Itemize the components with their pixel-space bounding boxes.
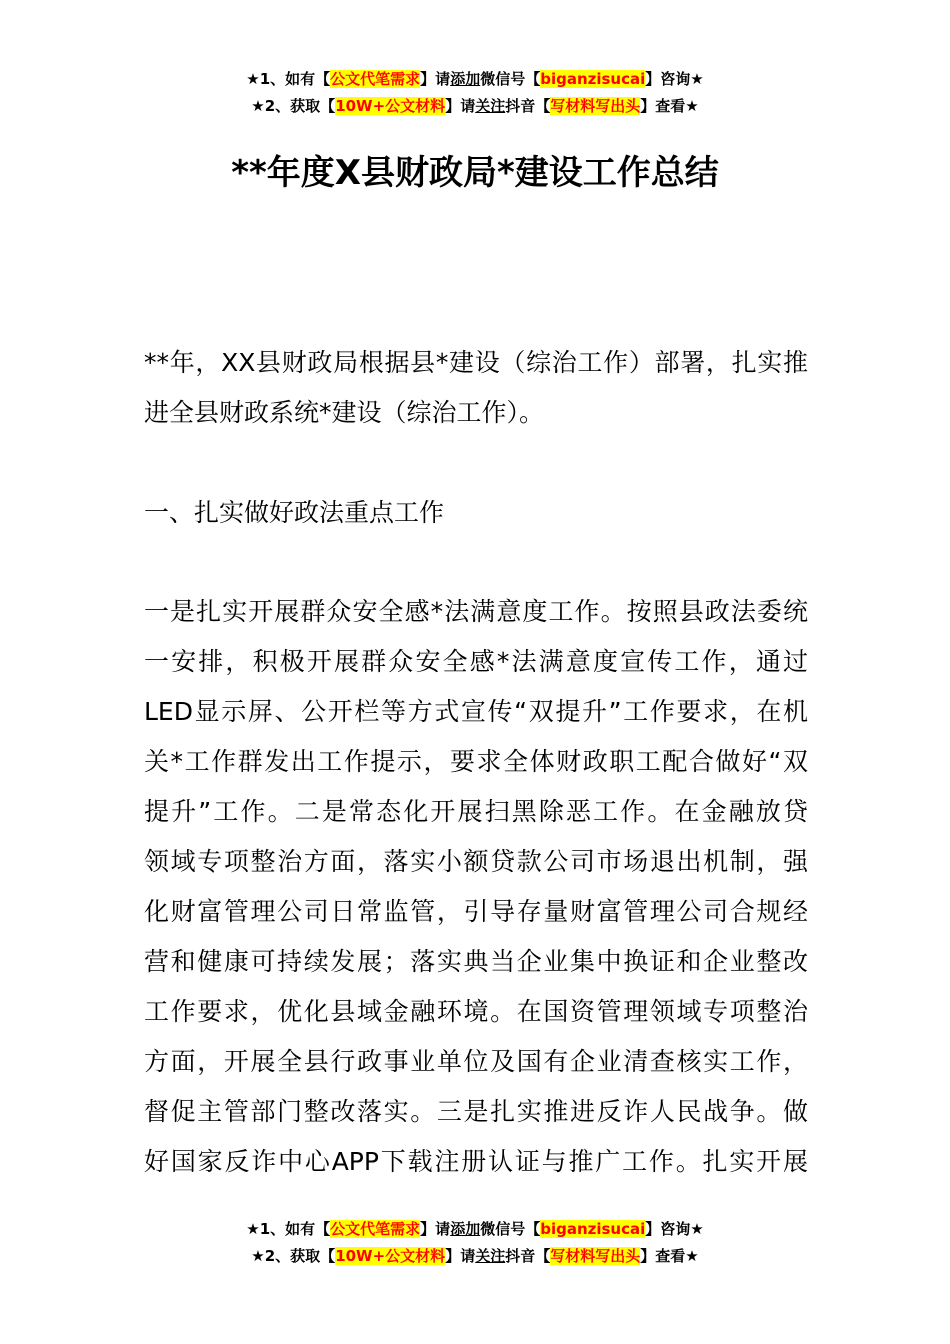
promo-highlight: 10W+公文材料 bbox=[335, 1247, 446, 1265]
promo-emphasis: 关注 bbox=[475, 1247, 506, 1265]
promo-emphasis: 关注 bbox=[475, 97, 506, 115]
promo-text: 微信号【 bbox=[480, 70, 541, 88]
paragraph-line: 好国家反诈中心APP下载注册认证与推广工作。扎实开展 bbox=[144, 1147, 808, 1176]
promo-line-2 bbox=[0, 1243, 950, 1270]
promo-text: 】请 bbox=[420, 1220, 451, 1238]
paragraph-line: 一安排，积极开展群众安全感*法满意度宣传工作，通过 bbox=[144, 647, 808, 676]
promo-banner-bottom bbox=[0, 1216, 950, 1270]
promo-text: 抖音【 bbox=[505, 1247, 551, 1265]
section-heading bbox=[144, 488, 808, 538]
paragraph-line: 工作要求，优化县域金融环境。在国资管理领域专项整治 bbox=[144, 997, 808, 1026]
promo-highlight: 写材料写出头 bbox=[550, 97, 641, 115]
promo-text: 】查看★ bbox=[640, 1247, 699, 1265]
promo-text: ★2、获取【 bbox=[251, 1247, 336, 1265]
promo-highlight: biganzisucai bbox=[540, 1220, 646, 1238]
promo-highlight: biganzisucai bbox=[540, 70, 646, 88]
promo-highlight: 公文代笔需求 bbox=[330, 70, 421, 88]
promo-highlight: 写材料写出头 bbox=[550, 1247, 641, 1265]
promo-text: 抖音【 bbox=[505, 97, 551, 115]
intro-paragraph bbox=[144, 338, 808, 438]
promo-text: 】请 bbox=[445, 97, 476, 115]
promo-banner-top bbox=[0, 66, 950, 120]
paragraph-line: 进全县财政系统*建设（综治工作）。 bbox=[144, 398, 545, 427]
promo-text: ★2、获取【 bbox=[251, 97, 336, 115]
paragraph-line: **年，XX县财政局根据县*建设（综治工作）部署，扎实推 bbox=[144, 348, 808, 377]
promo-emphasis: 添加 bbox=[450, 70, 481, 88]
promo-text: 微信号【 bbox=[480, 1220, 541, 1238]
promo-emphasis: 添加 bbox=[450, 1220, 481, 1238]
paragraph-line: 督促主管部门整改落实。三是扎实推进反诈人民战争。做 bbox=[144, 1097, 808, 1126]
paragraph-line: LED显示屏、公开栏等方式宣传“双提升”工作要求，在机 bbox=[144, 697, 808, 726]
promo-line-1 bbox=[0, 66, 950, 93]
promo-highlight: 公文代笔需求 bbox=[330, 1220, 421, 1238]
section-heading-text: 一、扎实做好政法重点工作 bbox=[144, 498, 445, 527]
promo-text: ★1、如有【 bbox=[246, 1220, 331, 1238]
paragraph-line: 领域专项整治方面，落实小额贷款公司市场退出机制，强 bbox=[144, 847, 808, 876]
promo-text: 】咨询★ bbox=[645, 1220, 704, 1238]
promo-text: 】查看★ bbox=[640, 97, 699, 115]
paragraph-line: 一是扎实开展群众安全感*法满意度工作。按照县政法委统 bbox=[144, 597, 808, 626]
promo-highlight: 10W+公文材料 bbox=[335, 97, 446, 115]
document-title: **年度X县财政局*建设工作总结 bbox=[231, 153, 719, 193]
promo-text: 】请 bbox=[445, 1247, 476, 1265]
paragraph-line: 方面，开展全县行政事业单位及国有企业清查核实工作， bbox=[144, 1047, 808, 1076]
paragraph-line: 提升”工作。二是常态化开展扫黑除恶工作。在金融放贷 bbox=[144, 797, 808, 826]
paragraph-line: 关*工作群发出工作提示，要求全体财政职工配合做好“双 bbox=[144, 747, 808, 776]
paragraph-line: 化财富管理公司日常监管，引导存量财富管理公司合规经 bbox=[144, 897, 808, 926]
section-paragraph bbox=[144, 587, 808, 1187]
promo-line-1 bbox=[0, 1216, 950, 1243]
promo-line-2 bbox=[0, 93, 950, 120]
promo-text: 】请 bbox=[420, 70, 451, 88]
paragraph-line: 营和健康可持续发展；落实典当企业集中换证和企业整改 bbox=[144, 947, 808, 976]
promo-text: 】咨询★ bbox=[645, 70, 704, 88]
promo-text: ★1、如有【 bbox=[246, 70, 331, 88]
